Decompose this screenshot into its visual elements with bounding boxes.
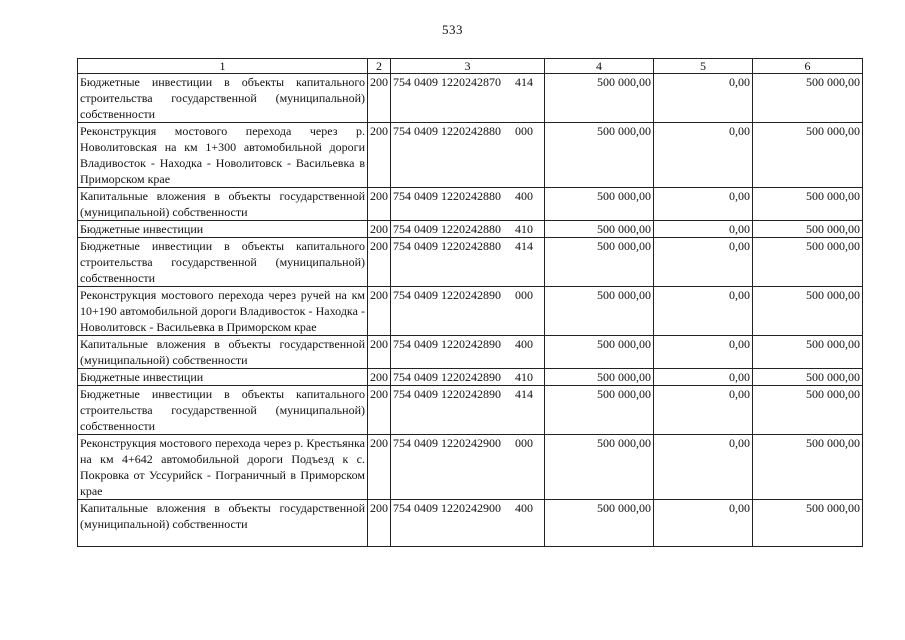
row-col4-cell: 500 000,00 (545, 238, 654, 287)
row-code-classification: 754 0409 1220242900 (393, 501, 501, 515)
row-code-cell (391, 188, 545, 221)
row-code-classification: 754 0409 1220242880 (393, 124, 501, 138)
row-code-cell (391, 369, 545, 386)
row-code-cell (391, 386, 545, 435)
row-col5-cell: 0,00 (654, 238, 753, 287)
row-code-classification: 754 0409 1220242870 (393, 75, 501, 89)
row-col6-cell: 500 000,00 (753, 238, 863, 287)
column-header-6: 6 (753, 59, 863, 74)
row-name-cell: Капитальные вложения в объекты государственной (муниципальной) собственности (78, 500, 368, 547)
table-header-row (78, 59, 863, 74)
table-row (78, 500, 863, 547)
row-col4-cell: 500 000,00 (545, 500, 654, 547)
row-col6-cell: 500 000,00 (753, 369, 863, 386)
row-col6-cell: 500 000,00 (753, 221, 863, 238)
row-col6-cell: 500 000,00 (753, 188, 863, 221)
row-code-cell (391, 74, 545, 123)
row-col6-cell: 500 000,00 (753, 435, 863, 500)
row-col5-cell: 0,00 (654, 123, 753, 188)
row-col4-cell: 500 000,00 (545, 74, 654, 123)
column-header-2: 2 (368, 59, 391, 74)
row-code-cell (391, 435, 545, 500)
row-col2-cell: 200 (368, 435, 391, 500)
row-col5-cell: 0,00 (654, 386, 753, 435)
row-col5-cell: 0,00 (654, 500, 753, 547)
row-code-kvr: 400 (515, 337, 533, 351)
table-row (78, 369, 863, 386)
row-col4-cell: 500 000,00 (545, 221, 654, 238)
row-code-cell (391, 221, 545, 238)
row-name-cell: Бюджетные инвестиции (78, 369, 368, 386)
row-col6-cell: 500 000,00 (753, 500, 863, 547)
table-row (78, 386, 863, 435)
row-name-cell: Реконструкция мостового перехода через р. Новолитовская на км 1+300 автомобильной дороги Владивосток - Находка - Новолитовск - Васильевка в Приморском крае (78, 123, 368, 188)
row-code-kvr: 400 (515, 189, 533, 203)
row-col6-cell: 500 000,00 (753, 336, 863, 369)
row-code-kvr: 414 (515, 75, 533, 89)
row-name-cell: Бюджетные инвестиции в объекты капитального строительства государственной (муниципальной) собственности (78, 238, 368, 287)
table-row (78, 188, 863, 221)
table-row (78, 287, 863, 336)
row-code-cell (391, 238, 545, 287)
row-col2-cell: 200 (368, 123, 391, 188)
row-code-classification: 754 0409 1220242880 (393, 189, 501, 203)
row-code-classification: 754 0409 1220242880 (393, 239, 501, 253)
row-col4-cell: 500 000,00 (545, 123, 654, 188)
row-code-classification: 754 0409 1220242890 (393, 288, 501, 302)
column-header-3: 3 (391, 59, 545, 74)
row-col2-cell: 200 (368, 238, 391, 287)
row-col6-cell: 500 000,00 (753, 74, 863, 123)
table-row (78, 221, 863, 238)
row-col4-cell: 500 000,00 (545, 435, 654, 500)
column-header-1: 1 (78, 59, 368, 74)
row-col2-cell: 200 (368, 188, 391, 221)
row-code-kvr: 414 (515, 239, 533, 253)
row-col4-cell: 500 000,00 (545, 386, 654, 435)
row-col2-cell: 200 (368, 369, 391, 386)
budget-table (77, 58, 863, 547)
table-row (78, 238, 863, 287)
row-col5-cell: 0,00 (654, 336, 753, 369)
row-code-kvr: 410 (515, 370, 533, 384)
table-row (78, 336, 863, 369)
row-code-cell (391, 336, 545, 369)
row-col6-cell: 500 000,00 (753, 287, 863, 336)
row-col5-cell: 0,00 (654, 188, 753, 221)
table-row (78, 74, 863, 123)
row-col4-cell: 500 000,00 (545, 336, 654, 369)
row-code-kvr: 400 (515, 501, 533, 515)
row-name-cell: Бюджетные инвестиции в объекты капитального строительства государственной (муниципальной) собственности (78, 74, 368, 123)
row-col5-cell: 0,00 (654, 287, 753, 336)
row-col6-cell: 500 000,00 (753, 123, 863, 188)
row-col4-cell: 500 000,00 (545, 188, 654, 221)
row-col2-cell: 200 (368, 287, 391, 336)
row-code-cell (391, 287, 545, 336)
row-col4-cell: 500 000,00 (545, 369, 654, 386)
row-code-classification: 754 0409 1220242900 (393, 436, 501, 450)
row-code-classification: 754 0409 1220242890 (393, 387, 501, 401)
row-col6-cell: 500 000,00 (753, 386, 863, 435)
row-code-classification: 754 0409 1220242880 (393, 222, 501, 236)
row-code-kvr: 000 (515, 436, 533, 450)
row-col2-cell: 200 (368, 386, 391, 435)
column-header-4: 4 (545, 59, 654, 74)
page-number: 533 (442, 22, 463, 37)
row-name-cell: Бюджетные инвестиции (78, 221, 368, 238)
row-name-cell: Реконструкция мостового перехода через р. Крестьянка на км 4+642 автомобильной дороги Подъезд к с. Покровка от Уссурийск - Пограничный в Приморском крае (78, 435, 368, 500)
table-row (78, 435, 863, 500)
row-code-kvr: 410 (515, 222, 533, 236)
row-col5-cell: 0,00 (654, 435, 753, 500)
row-col4-cell: 500 000,00 (545, 287, 654, 336)
row-code-kvr: 414 (515, 387, 533, 401)
row-col2-cell: 200 (368, 74, 391, 123)
row-code-classification: 754 0409 1220242890 (393, 337, 501, 351)
row-col2-cell: 200 (368, 336, 391, 369)
row-col2-cell: 200 (368, 500, 391, 547)
row-name-cell: Капитальные вложения в объекты государственной (муниципальной) собственности (78, 188, 368, 221)
row-name-cell: Реконструкция мостового перехода через ручей на км 10+190 автомобильной дороги Владивосток - Находка - Новолитовск - Васильевка в Приморском крае (78, 287, 368, 336)
row-name-cell: Бюджетные инвестиции в объекты капитального строительства государственной (муниципальной) собственности (78, 386, 368, 435)
row-col2-cell: 200 (368, 221, 391, 238)
row-name-cell: Капитальные вложения в объекты государственной (муниципальной) собственности (78, 336, 368, 369)
column-header-5: 5 (654, 59, 753, 74)
row-col5-cell: 0,00 (654, 221, 753, 238)
row-code-cell (391, 123, 545, 188)
row-col5-cell: 0,00 (654, 74, 753, 123)
row-code-cell (391, 500, 545, 547)
row-col5-cell: 0,00 (654, 369, 753, 386)
table-row (78, 123, 863, 188)
row-code-classification: 754 0409 1220242890 (393, 370, 501, 384)
row-code-kvr: 000 (515, 288, 533, 302)
table-body (78, 74, 863, 547)
row-code-kvr: 000 (515, 124, 533, 138)
